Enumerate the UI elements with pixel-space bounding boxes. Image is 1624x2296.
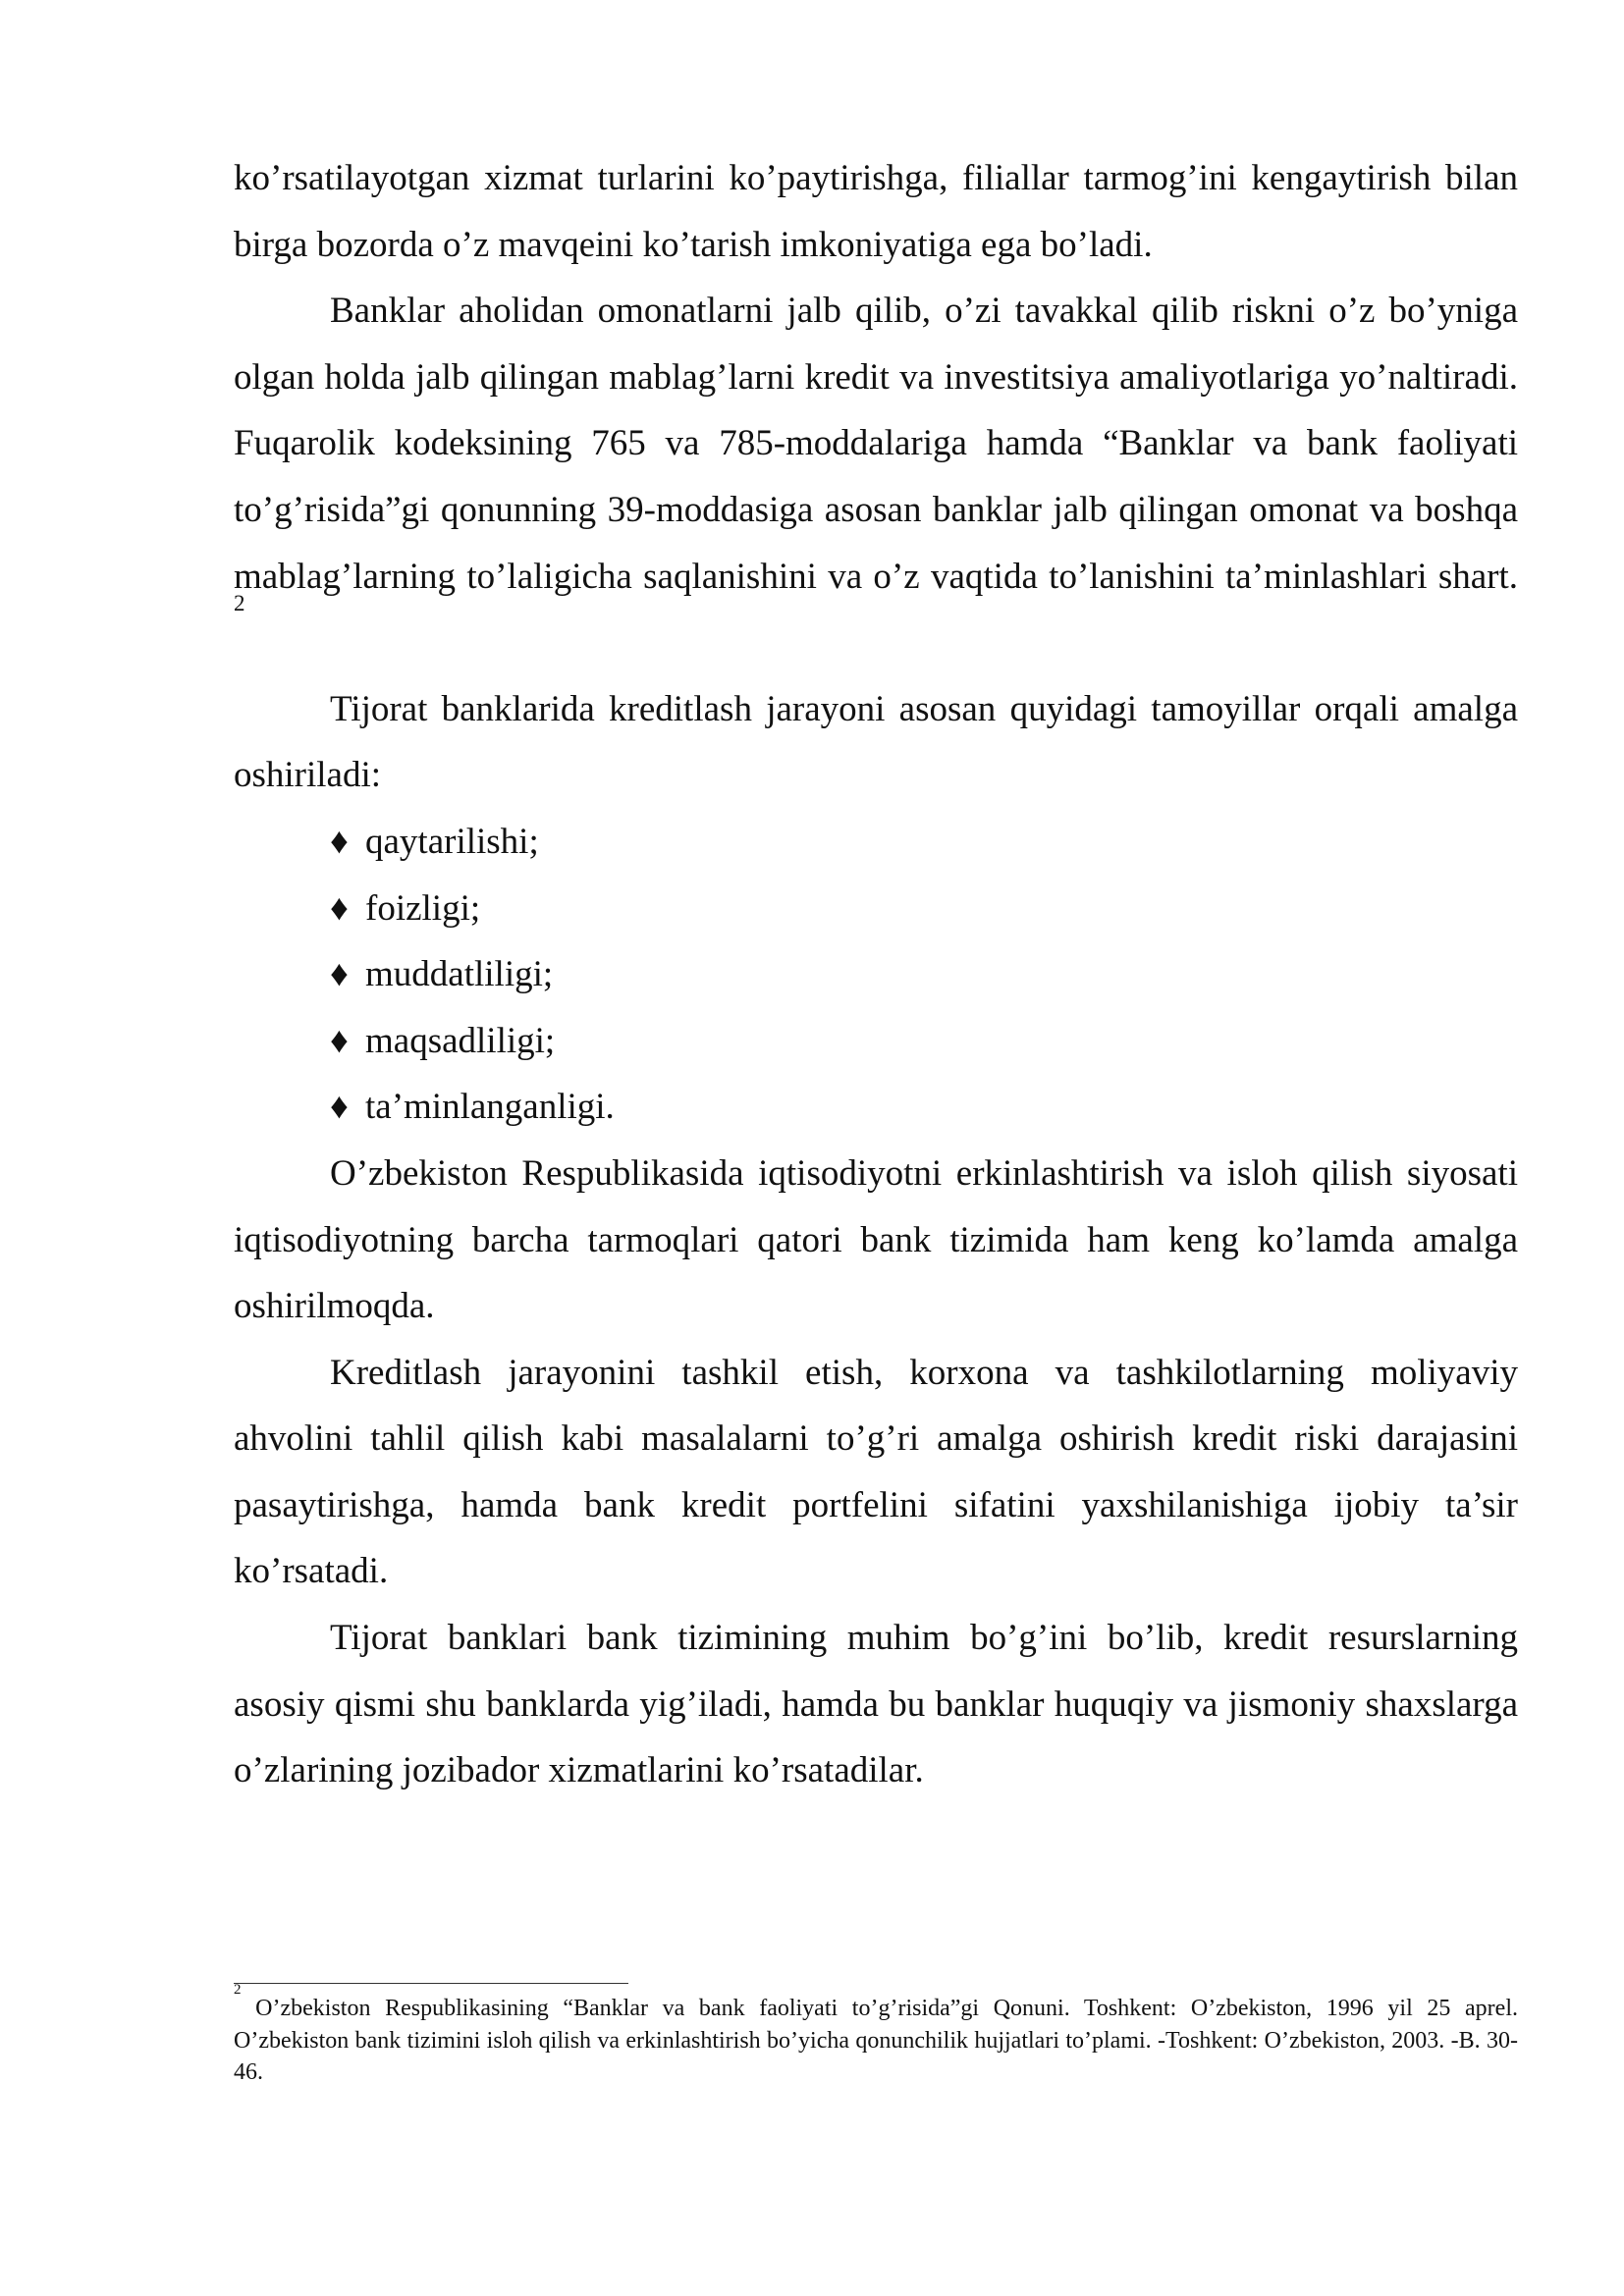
paragraph-text: Kreditlash jarayonini tashkil etish, korxona va tashkilotlarning moliyaviy ahvolini tahlil qilish kabi masalalarni to’g’ri amalga oshirish kredit riski darajasini pasaytirishga, hamda bank kredit portfelini sifatini yaxshilanishiga ijobiy ta’sir ko’rsatadi. [234, 1352, 1518, 1592]
footnote-reference[interactable]: 2 [234, 591, 245, 616]
paragraph-commercial-banks [234, 1605, 1518, 1804]
diamond-bullet-icon: ♦ [330, 887, 349, 929]
footnote [234, 1982, 1518, 2089]
list-item [234, 1008, 1518, 1075]
list-item [234, 1074, 1518, 1141]
list-item [234, 876, 1518, 942]
paragraph-principles-intro [234, 676, 1518, 809]
paragraph-text: ko’rsatilayotgan xizmat turlarini ko’paytirishga, filiallar tarmog’ini kengaytirish bilan birga bozorda o’z mavqeini ko’tarish imkoniyatiga ega bo’ladi. [234, 158, 1518, 265]
paragraph-text: Tijorat banklari bank tizimining muhim bo’g’ini bo’lib, kredit resurslarning asosiy qismi shu banklarda yig’iladi, hamda bu banklar huquqiy va jismoniy shaxslarga o’zlarining jozibador xizmatlarini ko’rsatadilar. [234, 1618, 1518, 1791]
list-item [234, 809, 1518, 876]
diamond-bullet-icon: ♦ [330, 1020, 349, 1061]
paragraph-reforms [234, 1141, 1518, 1340]
diamond-bullet-icon: ♦ [330, 1087, 349, 1128]
list-item-text: ta’minlanganligi. [365, 1087, 615, 1128]
paragraph-credit-risk [234, 1340, 1518, 1605]
paragraph-continuation [234, 145, 1518, 278]
body-text [234, 145, 1518, 1804]
list-item [234, 941, 1518, 1008]
diamond-bullet-icon: ♦ [330, 954, 349, 995]
paragraph-text: Banklar aholidan omonatlarni jalb qilib, o’zi tavakkal qilib riskni o’z bo’yniga olgan holda jalb qilingan mablag’larni kredit va investitsiya amaliyotlariga yo’naltiradi. Fuqarolik kodeksining 765 va 785-moddalariga hamda “Banklar va bank faoliyati to’g’risida”gi qonunning 39-moddasiga asosan banklar jalb qilingan omonat va boshqa mablag’larning to’laligicha saqlanishini va o’z vaqtida to’lanishini ta’minlashlari shart. [234, 291, 1518, 597]
list-item-text: maqsadliligi; [365, 1020, 556, 1061]
diamond-bullet-icon: ♦ [330, 821, 349, 862]
paragraph-text: O’zbekiston Respublikasida iqtisodiyotni erkinlashtirish va isloh qilish siyosati iqtisodiyotning barcha tarmoqlari qatori bank tizimida ham keng ko’lamda amalga oshirilmoqda. [234, 1152, 1518, 1327]
paragraph-text: Tijorat banklarida kreditlash jarayoni asosan quyidagi tamoyillar orqali amalga oshiriladi: [234, 688, 1518, 796]
list-item-text: qaytarilishi; [365, 821, 539, 862]
list-item-text: muddatliligi; [365, 954, 554, 995]
footnote-text: O’zbekiston Respublikasining “Banklar va bank faoliyati to’g’risida”gi Qonuni. Toshkent: O’zbekiston, 1996 yil 25 aprel. O’zbekiston bank tizimini isloh qilish va erkinlashtirish bo’yicha qonunchilik hujjatlari to’plami. -Toshkent: O’zbekiston, 2003. -B. 30-46. [234, 1996, 1518, 2085]
list-item-text: foizligi; [365, 887, 481, 929]
footnote-separator [234, 1983, 628, 1984]
footnote-number: 2 [234, 1982, 242, 1998]
paragraph-deposits [234, 278, 1518, 676]
